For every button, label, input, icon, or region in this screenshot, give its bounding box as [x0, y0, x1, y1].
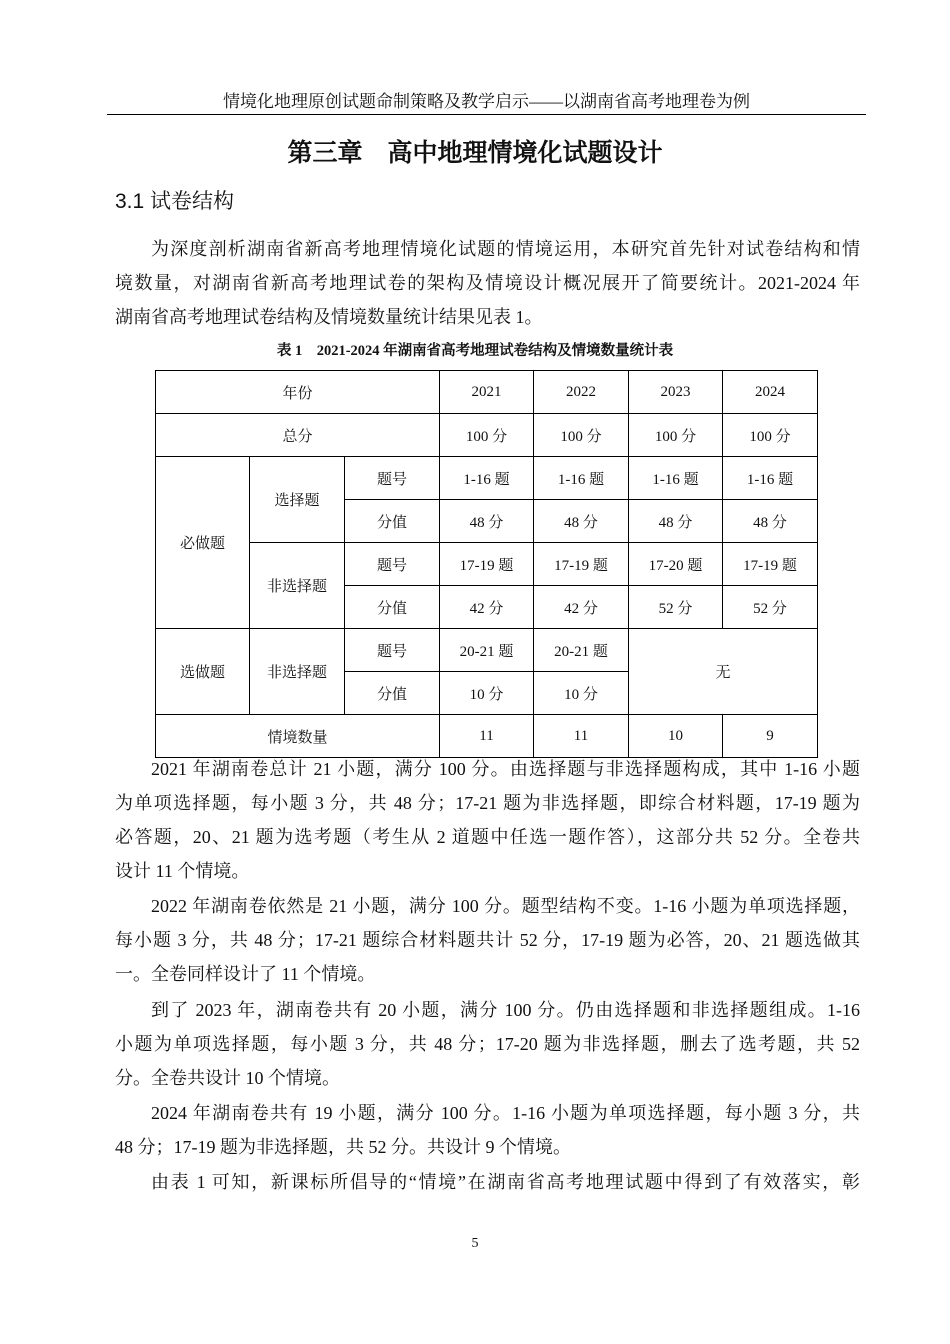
row-label: 选做题: [156, 629, 250, 715]
cell: 1-16 题: [534, 457, 629, 500]
header-cell: 2021: [440, 371, 534, 414]
row-label: 选择题: [250, 457, 345, 543]
section-title: 3.1 试卷结构: [115, 190, 235, 213]
paragraph-line: 由表 1 可知，新课标所倡导的“情境”在湖南省高考地理试题中得到了有效落实，彰: [151, 1172, 860, 1192]
paragraph-line: 必答题，20、21 题为选考题（考生从 2 道题中任选一题作答），这部分共 52 分。全卷共: [115, 827, 860, 847]
table-caption: 表 1 2021-2024 年湖南省高考地理试卷结构及情境数量统计表: [276, 343, 674, 359]
cell: 48 分: [723, 500, 818, 543]
cell: 100 分: [629, 414, 723, 457]
paragraph-line: 为深度剖析湖南省新高考地理情境化试题的情境运用，本研究首先针对试卷结构和情: [151, 239, 860, 259]
table-row: [156, 543, 818, 586]
paragraph-line: 境数量，对湖南省新高考地理试卷的架构及情境设计概况展开了简要统计。2021-2024 年: [115, 273, 860, 293]
cell: 42 分: [534, 586, 629, 629]
cell: 1-16 题: [723, 457, 818, 500]
row-label: 必做题: [156, 457, 250, 629]
paragraph-line: 为单项选择题，每小题 3 分，共 48 分；17-21 题为非选择题，即综合材料题，17-19 题为: [115, 793, 860, 813]
table-row: [156, 371, 818, 414]
chapter-title: 第三章 高中地理情境化试题设计: [287, 139, 663, 167]
paragraph-line: 一。全卷同样设计了 11 个情境。: [115, 964, 376, 984]
cell: 9: [723, 715, 818, 758]
row-label: 分值: [345, 586, 440, 629]
cell: 100 分: [440, 414, 534, 457]
header-cell: 年份: [156, 371, 440, 414]
cell: 100 分: [534, 414, 629, 457]
row-label: 非选择题: [250, 629, 345, 715]
cell: 52 分: [629, 586, 723, 629]
cell: 100 分: [723, 414, 818, 457]
header-rule: [107, 114, 866, 115]
exam-structure-table: [155, 370, 818, 758]
cell: 10: [629, 715, 723, 758]
row-label: 分值: [345, 500, 440, 543]
paragraph-line: 湖南省高考地理试卷结构及情境数量统计结果见表 1。: [115, 307, 543, 327]
paragraph-line: 48 分；17-19 题为非选择题，共 52 分。共设计 9 个情境。: [115, 1137, 571, 1157]
cell: 48 分: [534, 500, 629, 543]
cell: 17-19 题: [534, 543, 629, 586]
header-cell: 2023: [629, 371, 723, 414]
cell: 20-21 题: [534, 629, 629, 672]
cell: 11: [440, 715, 534, 758]
cell: 20-21 题: [440, 629, 534, 672]
row-label: 总分: [156, 414, 440, 457]
cell: 48 分: [629, 500, 723, 543]
running-header: 情境化地理原创试题命制策略及教学启示——以湖南省高考地理卷为例: [223, 92, 750, 111]
cell: 无: [629, 629, 818, 715]
cell: 48 分: [440, 500, 534, 543]
header-cell: 2022: [534, 371, 629, 414]
cell: 17-19 题: [723, 543, 818, 586]
cell: 11: [534, 715, 629, 758]
paragraph-line: 小题为单项选择题，每小题 3 分，共 48 分；17-20 题为非选择题，删去了选考题，共 52: [115, 1034, 860, 1054]
cell: 1-16 题: [440, 457, 534, 500]
header-cell: 2024: [723, 371, 818, 414]
cell: 52 分: [723, 586, 818, 629]
cell: 1-16 题: [629, 457, 723, 500]
cell: 17-20 题: [629, 543, 723, 586]
cell: 42 分: [440, 586, 534, 629]
row-label: 题号: [345, 543, 440, 586]
cell: 10 分: [440, 672, 534, 715]
page-number: 5: [471, 1236, 479, 1251]
paragraph-line: 每小题 3 分，共 48 分；17-21 题综合材料题共计 52 分，17-19 题为必答，20、21 题选做其: [115, 930, 860, 950]
cell: 17-19 题: [440, 543, 534, 586]
paragraph-line: 分。全卷共设计 10 个情境。: [115, 1068, 340, 1088]
paragraph-line: 2024 年湖南卷共有 19 小题，满分 100 分。1-16 小题为单项选择题，每小题 3 分，共: [151, 1103, 860, 1123]
cell: 10 分: [534, 672, 629, 715]
paragraph-line: 2021 年湖南卷总计 21 小题，满分 100 分。由选择题与非选择题构成，其中 1-16 小题: [151, 759, 860, 779]
row-label: 情境数量: [156, 715, 440, 758]
row-label: 题号: [345, 457, 440, 500]
table-row: [156, 629, 818, 672]
table-row: [156, 457, 818, 500]
paragraph-line: 到了 2023 年，湖南卷共有 20 小题，满分 100 分。仍由选择题和非选择题组成。1-16: [151, 1000, 860, 1020]
paragraph-line: 设计 11 个情境。: [115, 861, 250, 881]
table-row: [156, 414, 818, 457]
paragraph-line: 2022 年湖南卷依然是 21 小题，满分 100 分。题型结构不变。1-16 小题为单项选择题，: [151, 896, 860, 916]
row-label: 非选择题: [250, 543, 345, 629]
row-label: 题号: [345, 629, 440, 672]
row-label: 分值: [345, 672, 440, 715]
